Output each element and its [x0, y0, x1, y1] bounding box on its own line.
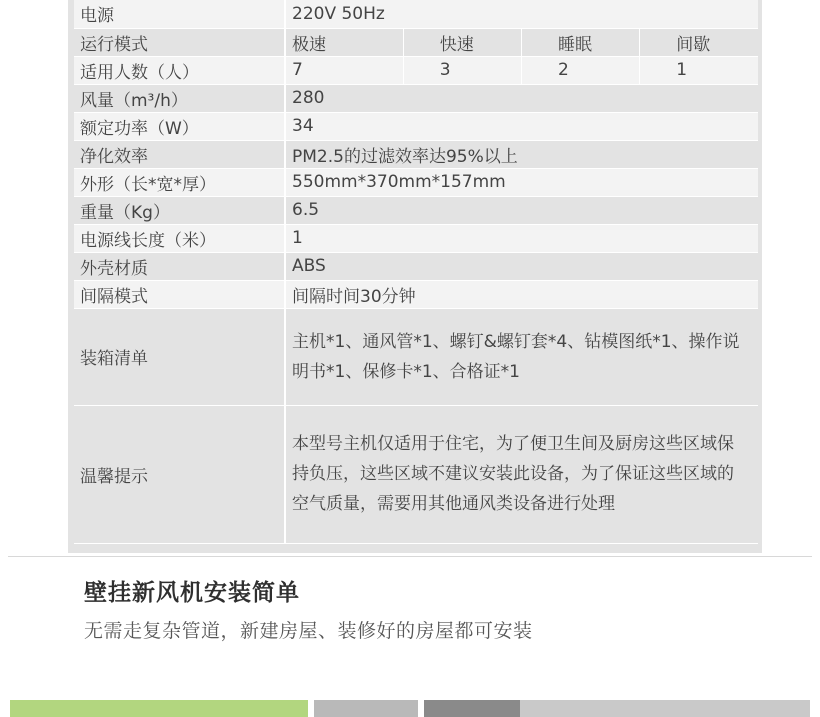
spec-label: 外壳材质 [74, 252, 285, 280]
spec-value-tips: 本型号主机仅适用于住宅，为了便卫生间及厨房这些区域保持负压，这些区域不建议安装此设备，为了保证这些区域的空气质量，需要用其他通风类设备进行处理 [285, 405, 758, 543]
mode-cell: 快速 [403, 28, 521, 56]
mode-cell: 极速 [285, 28, 403, 56]
spec-label: 净化效率 [74, 140, 285, 168]
spec-value: ABS [285, 252, 758, 280]
section-divider [8, 556, 812, 557]
table-row [74, 56, 758, 84]
image-strip-green [10, 700, 308, 717]
people-cell: 1 [640, 56, 758, 84]
image-strip-light [314, 700, 418, 717]
table-row [74, 224, 758, 252]
table-row [74, 84, 758, 112]
spec-value: 间隔时间30分钟 [285, 280, 758, 308]
spec-label: 装箱清单 [74, 308, 285, 405]
spec-value: 34 [285, 112, 758, 140]
table-row [74, 405, 758, 543]
table-row [74, 28, 758, 56]
section-subtitle: 无需走复杂管道，新建房屋、装修好的房屋都可安装 [84, 620, 533, 642]
image-strip-dark [424, 700, 520, 717]
spec-value: 550mm*370mm*157mm [285, 168, 758, 196]
image-strip-grey [520, 700, 810, 717]
spec-label: 温馨提示 [74, 405, 285, 543]
mode-cell: 间歇 [640, 28, 758, 56]
spec-label: 风量（m³/h） [74, 84, 285, 112]
table-row [74, 140, 758, 168]
table-row [74, 112, 758, 140]
spec-label: 重量（Kg） [74, 196, 285, 224]
spec-label: 额定功率（W） [74, 112, 285, 140]
spec-table [74, 0, 758, 544]
table-row [74, 168, 758, 196]
spec-label: 适用人数（人） [74, 56, 285, 84]
table-row [74, 0, 758, 28]
people-cell: 3 [403, 56, 521, 84]
table-row [74, 252, 758, 280]
mode-cell: 睡眠 [522, 28, 640, 56]
spec-label: 间隔模式 [74, 280, 285, 308]
spec-value: 220V 50Hz [285, 0, 758, 28]
spec-value: PM2.5的过滤效率达95%以上 [285, 140, 758, 168]
people-cell: 2 [522, 56, 640, 84]
people-cell: 7 [285, 56, 403, 84]
table-row [74, 196, 758, 224]
spec-label: 外形（长*宽*厚） [74, 168, 285, 196]
spec-label: 运行模式 [74, 28, 285, 56]
spec-value: 1 [285, 224, 758, 252]
spec-label: 电源 [74, 0, 285, 28]
table-row [74, 280, 758, 308]
section-title: 壁挂新风机安装简单 [84, 580, 300, 606]
spec-value: 280 [285, 84, 758, 112]
spec-value-packing: 主机*1、通风管*1、螺钉&螺钉套*4、钻模图纸*1、操作说明书*1、保修卡*1、合格证*1 [285, 308, 758, 405]
spec-label: 电源线长度（米） [74, 224, 285, 252]
table-row [74, 308, 758, 405]
spec-value: 6.5 [285, 196, 758, 224]
